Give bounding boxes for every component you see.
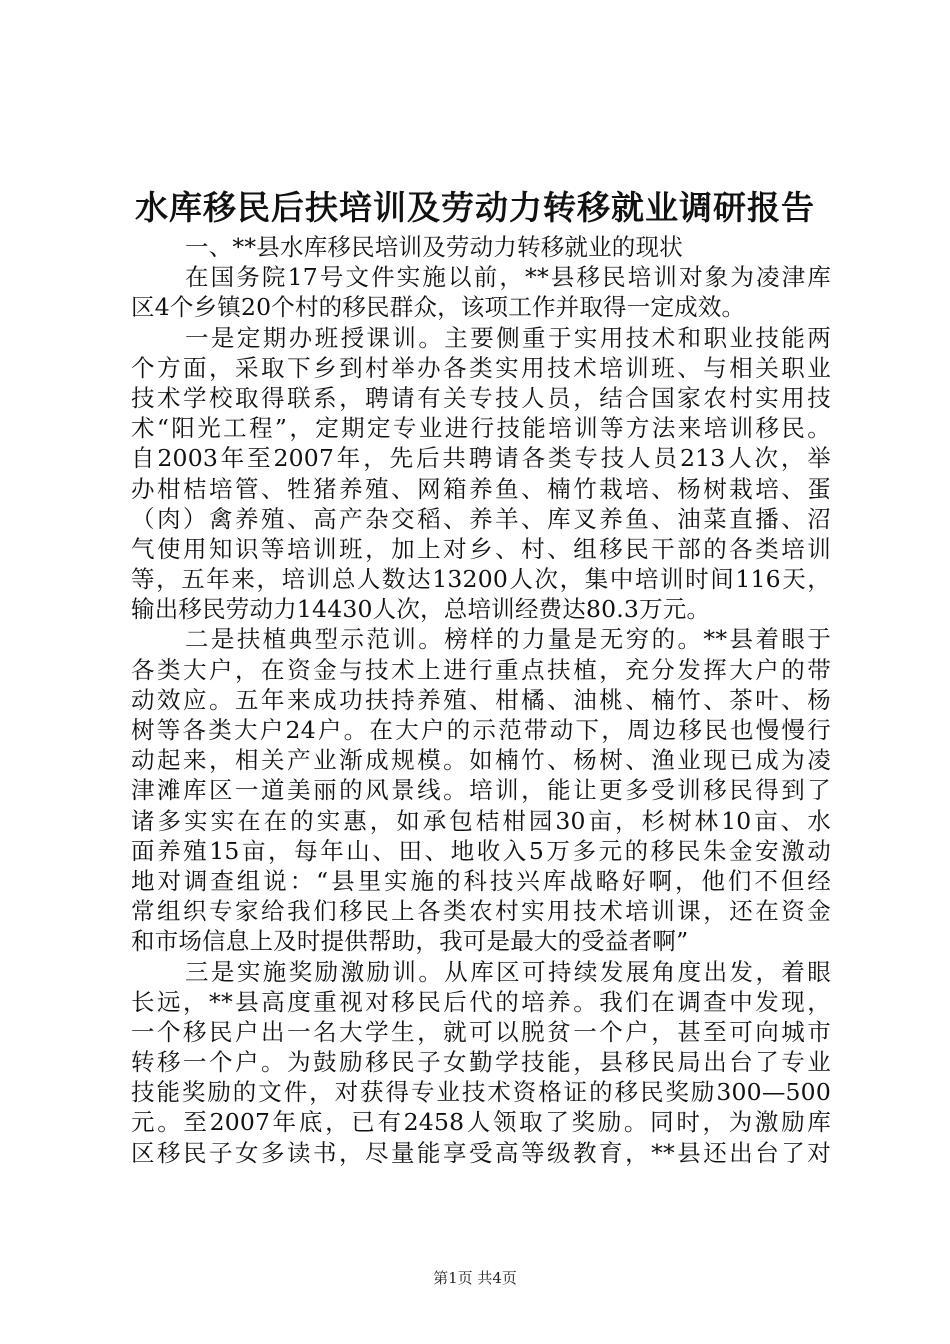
document-title: 水库移民后扶培训及劳动力转移就业调研报告 [135,188,815,227]
text-line: 一个移民户出一名大学生，就可以脱贫一个户，甚至可向城市 [131,1017,831,1046]
text-line: 区移民子女多读书，尽量能享受高等级教育，**县还出台了对 [131,1138,831,1167]
text-line: 动起来，相关产业渐成规模。如楠竹、杨树、渔业现已成为凌 [131,746,831,775]
text-line: 动效应。五年来成功扶持养殖、柑橘、油桃、楠竹、茶叶、杨 [131,685,831,714]
text-line: 诸多实实在在的实惠，如承包桔柑园30亩，杉树林10亩、水 [131,806,831,835]
text-line: 三是实施奖励激励训。从库区可持续发展角度出发，着眼 [185,957,831,986]
text-line: 地对调查组说：“县里实施的科技兴库战略好啊，他们不但经 [131,866,831,895]
text-line: 一、**县水库移民培训及劳动力转移就业的现状 [185,233,683,261]
text-line: 技能奖励的文件，对获得专业技术资格证的移民奖励300—500 [131,1078,831,1107]
text-line: 转移一个户。为鼓励移民子女勤学技能，县移民局出台了专业 [131,1048,831,1077]
text-line: 区4个乡镇20个村的移民群众，该项工作并取得一定成效。 [131,293,746,322]
text-line: 气使用知识等培训班，加上对乡、村、组移民干部的各类培训 [131,534,831,563]
text-line: 和市场信息上及时提供帮助，我可是最大的受益者啊” [131,927,689,956]
text-line: 二是扶植典型示范训。榜样的力量是无穷的。**县着眼于 [185,625,831,654]
text-line: 一是定期办班授课训。主要侧重于实用技术和职业技能两 [185,323,831,352]
page-footer: 第1页 共4页 [433,1269,517,1287]
text-line: 常组织专家给我们移民上各类农村实用技术培训课，还在资金 [131,897,831,926]
text-line: 长远，**县高度重视对移民后代的培养。我们在调查中发现， [131,987,831,1016]
text-line: 个方面，采取下乡到村举办各类实用技术培训班、与相关职业 [131,353,831,382]
text-line: 办柑桔培管、牲猪养殖、网箱养鱼、楠竹栽培、杨树栽培、蛋 [131,474,831,503]
text-line: 在国务院17号文件实施以前，**县移民培训对象为凌津库 [185,263,831,292]
text-line: 等，五年来，培训总人数达13200人次，集中培训时间116天， [131,565,831,594]
text-line: 各类大户，在资金与技术上进行重点扶植，充分发挥大户的带 [131,655,831,684]
text-line: （肉）禽养殖、高产杂交稻、养羊、库叉养鱼、油菜直播、沼 [131,504,831,533]
text-line: 津滩库区一道美丽的风景线。培训，能让更多受训移民得到了 [131,776,831,805]
text-line: 面养殖15亩，每年山、田、地收入5万多元的移民朱金安激动 [131,836,831,865]
text-line: 元。至2007年底，已有2458人领取了奖励。同时，为激励库 [131,1108,831,1137]
text-line: 术“阳光工程”，定期定专业进行技能培训等方法来培训移民。 [131,414,831,443]
text-line: 自2003年至2007年，先后共聘请各类专技人员213人次，举 [131,444,831,473]
text-line: 技术学校取得联系，聘请有关专技人员，结合国家农村实用技 [131,383,831,412]
text-line: 树等各类大户24户。在大户的示范带动下，周边移民也慢慢行 [131,716,831,744]
text-line: 输出移民劳动力14430人次，总培训经费达80.3万元。 [131,595,711,624]
document-body [131,232,831,1168]
